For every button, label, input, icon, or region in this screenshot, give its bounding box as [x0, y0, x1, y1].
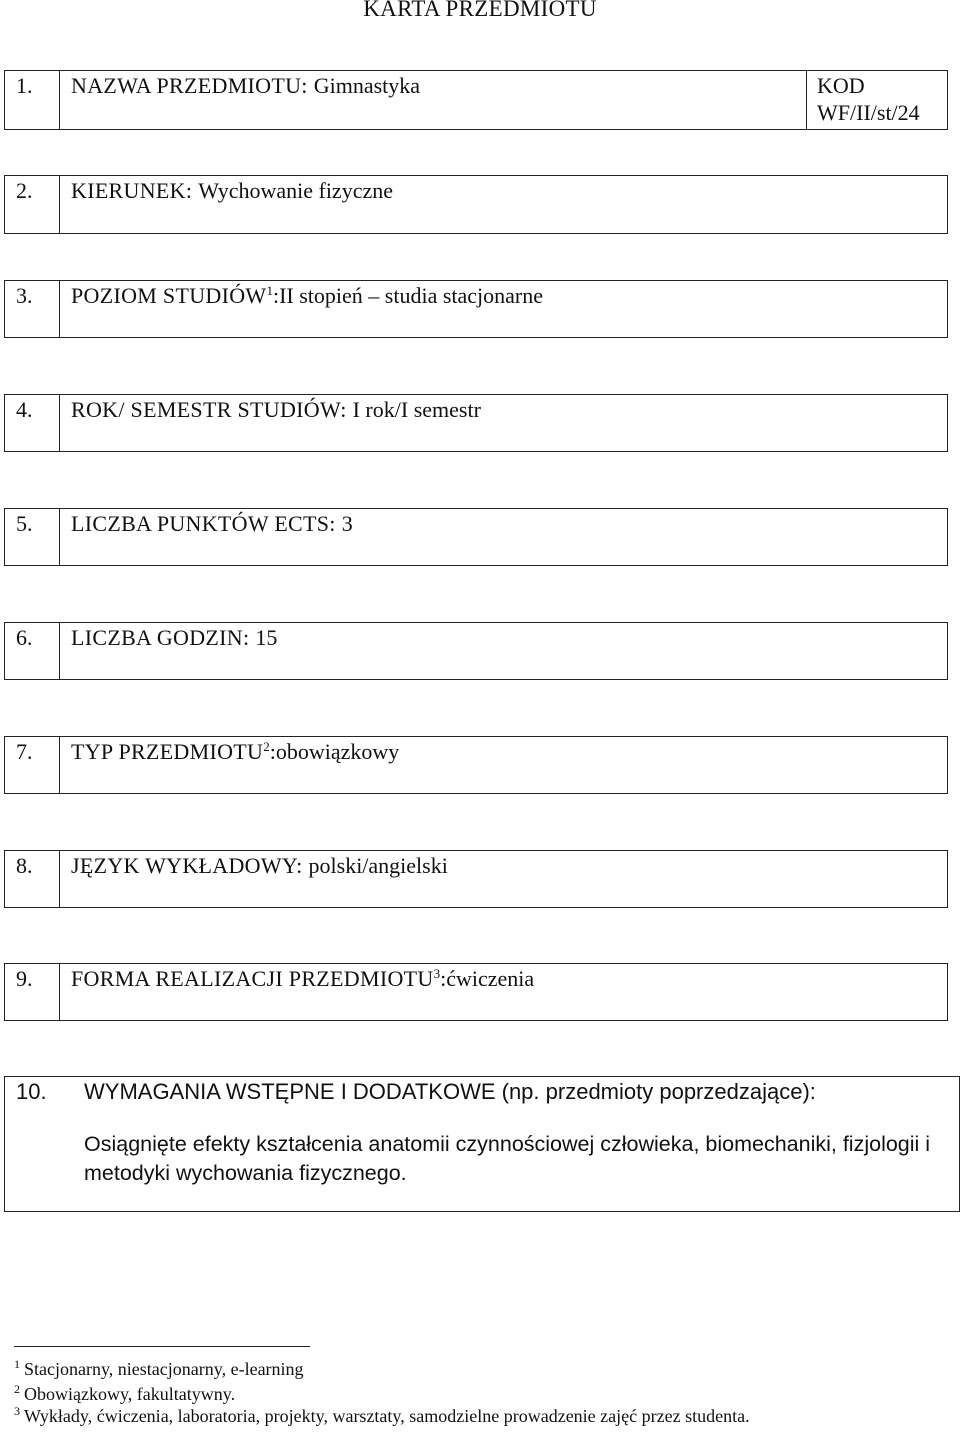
- field-label: NAZWA PRZEDMIOTU:: [71, 73, 308, 98]
- footnote-text: Obowiązkowy, fakultatywny.: [24, 1384, 236, 1404]
- field-label: JĘZYK WYKŁADOWY:: [71, 853, 303, 878]
- row-content: [71, 625, 947, 651]
- footnote-ref: 1: [266, 283, 273, 298]
- prerequisites-text: Osiągnięte efekty kształcenia anatomii czynnościowej człowieka, biomechaniki, fizjologii i metodyki wychowania fizycznego.: [84, 1132, 931, 1185]
- row-content: TYP PRZEDMIOTU$^2$:obowiązkowy: [71, 739, 400, 764]
- row-number: 9.: [16, 966, 33, 991]
- field-label: ROK/ SEMESTR STUDIÓW:: [71, 397, 347, 422]
- field-value: ćwiczenia: [446, 966, 535, 991]
- row-content: [71, 178, 947, 204]
- field-value: Gimnastyka: [313, 73, 421, 98]
- field-value: obowiązkowy: [275, 739, 400, 764]
- field-label: KIERUNEK:: [71, 178, 193, 203]
- row-number-cell: [5, 71, 60, 129]
- row-number: 2.: [16, 178, 33, 203]
- code-label: KOD: [817, 73, 865, 98]
- row-number-cell: [5, 964, 60, 1020]
- row-number: 7.: [16, 739, 33, 764]
- field-label: FORMA REALIZACJI PRZEDMIOTU: [71, 966, 434, 991]
- field-row-form: [4, 963, 948, 1021]
- field-row-subject-type: [4, 736, 948, 794]
- field-value: II stopień – studia stacjonarne: [279, 283, 544, 308]
- row-number: 10.: [16, 1079, 47, 1104]
- row-content: [71, 511, 947, 537]
- field-value: I rok/I semestr: [352, 397, 481, 422]
- row-content: POZIOM STUDIÓW$^1$:II stopień – studia stacjonarne: [71, 283, 544, 308]
- row-number: 5.: [16, 511, 33, 536]
- row-number: 6.: [16, 625, 33, 650]
- row-number: 4.: [16, 397, 33, 422]
- footnote-mark: 3: [14, 1404, 20, 1418]
- field-row-year-semester: [4, 394, 948, 452]
- row-content: FORMA REALIZACJI PRZEDMIOTU$^3$:ćwiczenia: [71, 966, 535, 991]
- field-value: Wychowanie fizyczne: [198, 178, 393, 203]
- footnote-separator: [14, 1346, 310, 1347]
- footnote: [14, 1384, 235, 1405]
- footnote: [14, 1406, 750, 1427]
- field-value: polski/angielski: [308, 853, 448, 878]
- footnote-ref: 3: [433, 966, 441, 981]
- row-number-cell: [5, 281, 60, 337]
- field-label: LICZBA PUNKTÓW ECTS:: [71, 511, 336, 536]
- footnote-mark: 2: [14, 1382, 20, 1396]
- field-row-language: [4, 850, 948, 908]
- prerequisites-heading: WYMAGANIA WSTĘPNE I DODATKOWE (np. przedmioty poprzedzające):: [84, 1079, 816, 1104]
- row-number-cell: [5, 509, 60, 565]
- footnote-text: Wykłady, ćwiczenia, laboratoria, projekty, warsztaty, samodzielne prowadzenie zajęć przez studenta.: [24, 1406, 750, 1426]
- field-row-prerequisites: [4, 1076, 960, 1212]
- field-label: LICZBA GODZIN:: [71, 625, 250, 650]
- field-row-field-of-study: [4, 175, 948, 234]
- footnote-ref: 2: [263, 739, 270, 754]
- row-number-cell: [5, 851, 60, 907]
- footnote-text: Stacjonarny, niestacjonarny, e-learning: [24, 1359, 304, 1379]
- row-content: [71, 397, 947, 423]
- row-content: [71, 853, 947, 879]
- field-row-hours: [4, 622, 948, 680]
- field-row-study-level: [4, 280, 948, 338]
- code-cell: [806, 71, 947, 129]
- field-row-subject-name: [4, 70, 948, 130]
- code-value: WF/II/st/24: [817, 100, 920, 125]
- field-label: TYP PRZEDMIOTU: [71, 739, 264, 764]
- row-number: 3.: [16, 283, 33, 308]
- footnote-mark: 1: [14, 1357, 20, 1371]
- field-label: POZIOM STUDIÓW: [71, 283, 267, 308]
- field-value: 3: [341, 511, 353, 536]
- row-number: 1.: [16, 73, 33, 98]
- page-title: KARTA PRZEDMIOTU: [363, 0, 597, 21]
- field-row-ects-points: [4, 508, 948, 566]
- footnote: [14, 1359, 304, 1380]
- row-number-cell: [5, 737, 60, 793]
- row-number-cell: [5, 395, 60, 451]
- row-number-cell: [5, 623, 60, 679]
- row-number-cell: [5, 176, 60, 233]
- row-number: 8.: [16, 853, 33, 878]
- field-value: 15: [255, 625, 278, 650]
